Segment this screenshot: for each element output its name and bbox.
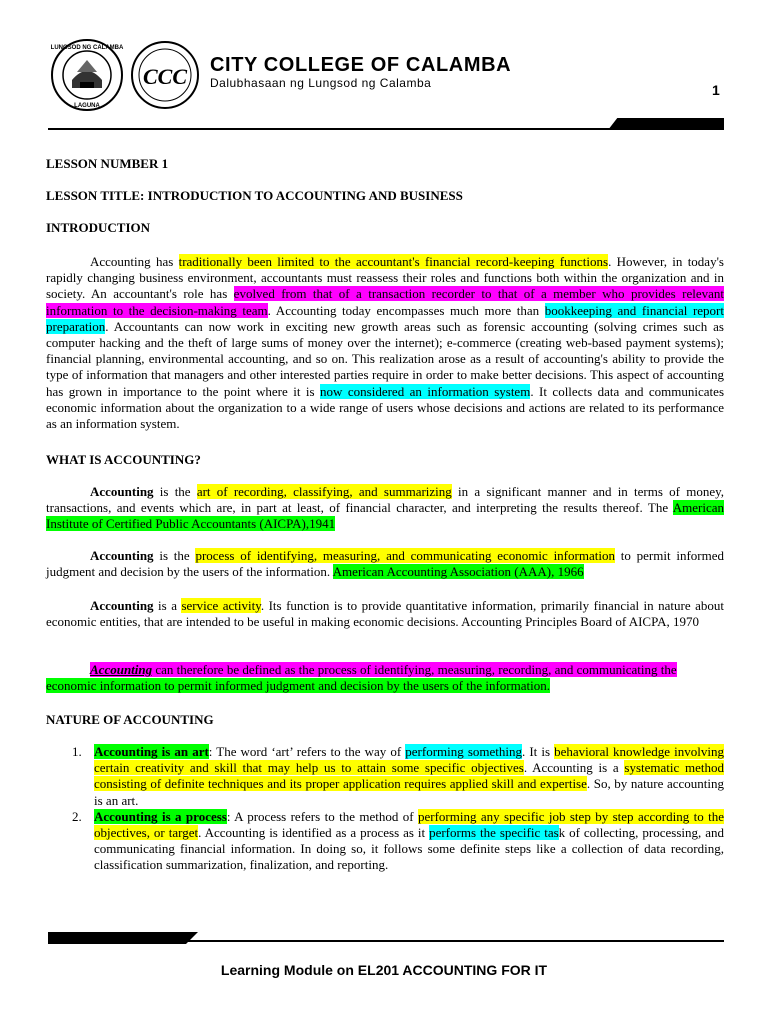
def3-term: Accounting <box>90 598 154 613</box>
intro-highlight-3: bookkeeping and financial report preparation <box>46 302 724 334</box>
header-rule <box>48 128 724 130</box>
seal-bottom-text: LAGUNA <box>74 103 100 109</box>
def1-highlight: art of recording, classifying, and summarizing <box>196 484 452 499</box>
page-number: 1 <box>712 82 720 98</box>
list-item-text: . Accounting is identified as a process as it <box>198 825 430 841</box>
list-item-text: : The word ‘art’ refers to the way of <box>208 744 406 759</box>
def2-highlight: process of identifying, measuring, and communicating economic information <box>195 548 615 563</box>
def2-text-1: is the <box>153 548 196 563</box>
definition-1 <box>46 484 724 533</box>
def2-text-2: to permit informed judgment and decision by the users of the information. <box>46 548 724 580</box>
intro-text-5: . It collects data and communicates economic information about the organization to a wide range of users whose decisions and actions are related to its performance as an information system. <box>46 383 724 432</box>
college-subtitle: Dalubhasaan ng Lungsod ng Calamba <box>210 76 432 90</box>
def1-text-1: is the <box>153 484 197 499</box>
seal-top-text: LUNGSOD NG CALAMBA <box>50 45 124 51</box>
city-seal-icon <box>50 38 124 112</box>
list-item-text: . It is <box>522 744 555 759</box>
list-item-text: . So, by nature accounting is an art. <box>94 776 724 808</box>
intro-text-1: Accounting has <box>90 254 179 269</box>
def2-source: American Accounting Association (AAA), 1966 <box>332 564 584 580</box>
list-item-highlight: performing any specific job step by step according to the objectives, or target <box>94 808 724 841</box>
list-item-text: . Accounting is a <box>523 760 625 776</box>
list-item-highlight: performing something <box>405 744 522 759</box>
list-item-number: 1. <box>72 744 82 759</box>
def4-green-text: economic information to permit informed judgment and decision by the users of the information. <box>46 678 550 694</box>
def4-magenta-text: can therefore be defined as the process of identifying, measuring, recording, and communicating the <box>152 662 677 677</box>
def3-text-2: . Its function is to provide quantitative information, primarily financial in nature about economic entities, that are intended to be useful in making economic decisions. Accounting Principles Board of AICPA, 1970 <box>46 598 724 630</box>
list-item-highlight: systematic method consisting of definite techniques and its proper application requires applied skill and expertise <box>94 760 724 792</box>
definition-summary <box>46 662 724 694</box>
list-item-label: Accounting is an art <box>94 744 209 759</box>
footer-rule <box>48 940 724 942</box>
list-item-highlight: performs the specific tas <box>429 825 559 841</box>
logo-monogram: CCC <box>142 64 188 89</box>
intro-highlight-1: traditionally been limited to the accountant's financial record-keeping functions <box>178 254 609 269</box>
def1-source: American Institute of Certified Public Accountants (AICPA),1941 <box>46 500 724 532</box>
college-name: CITY COLLEGE OF CALAMBA <box>210 54 512 76</box>
definition-2 <box>46 548 724 580</box>
intro-text-4: . Accountants can now work in exciting new growth areas such as forensic accounting (solving crimes such as computer hacking and the theft of large sums of money over the internet); e-commerce (creating web-based payment systems); financial planning, environmental accounting, and so on. This realization arose as a result of accounting's ability to provide the type of information that managers and other interested parties require in order to make better decisions. This aspect of accounting has grown in importance to the point where it is <box>46 318 724 399</box>
def1-text-2: in a significant manner and in terms of money, transactions, and events which are, in part at least, of financial character, and interpreting the results thereof. The <box>46 484 724 516</box>
introduction-paragraph <box>46 254 724 432</box>
definition-3 <box>46 598 724 630</box>
nature-of-accounting-heading: NATURE OF ACCOUNTING <box>46 712 214 727</box>
def1-term: Accounting <box>90 484 154 499</box>
intro-highlight-2: evolved from that of a transaction recorder to that of a member who provides relevant information to the decision-making team <box>46 286 724 318</box>
lesson-title: LESSON TITLE: INTRODUCTION TO ACCOUNTING AND BUSINESS <box>46 188 463 203</box>
what-is-accounting-heading: WHAT IS ACCOUNTING? <box>46 452 201 467</box>
footer-text: Learning Module on EL201 ACCOUNTING FOR IT <box>220 962 548 978</box>
nature-list <box>46 744 724 874</box>
footer-band <box>48 932 198 944</box>
intro-text-2: . However, in today's rapidly changing business environment, accountants must reassess their roles and functions both within the organization and in society. An accountant's role has <box>46 254 724 302</box>
list-item-highlight: behavioral knowledge involving certain creativity and skill that may help us to attain some specific objectives <box>94 744 724 776</box>
def2-term: Accounting <box>90 548 154 563</box>
list-item-label: Accounting is a process <box>94 808 227 824</box>
def4-term: Accounting <box>90 662 153 677</box>
def3-text-1: is a <box>153 598 182 613</box>
def3-highlight: service activity <box>181 598 261 613</box>
intro-highlight-4: now considered an information system <box>320 383 531 399</box>
intro-text-3: . Accounting today encompasses much more than <box>267 302 545 318</box>
list-item <box>46 744 724 809</box>
list-item-text: : A process refers to the method of <box>226 808 418 824</box>
list-item-text: k of collecting, processing, and communicating financial information. In doing so, it follows some definite steps like a collection of data recording, classification summarization, finalization, and reporting. <box>94 825 724 873</box>
list-item <box>46 809 724 874</box>
college-logo-icon <box>130 40 200 110</box>
introduction-heading: INTRODUCTION <box>46 220 151 235</box>
list-item-number: 2. <box>72 808 82 824</box>
lesson-number: LESSON NUMBER 1 <box>46 156 169 171</box>
